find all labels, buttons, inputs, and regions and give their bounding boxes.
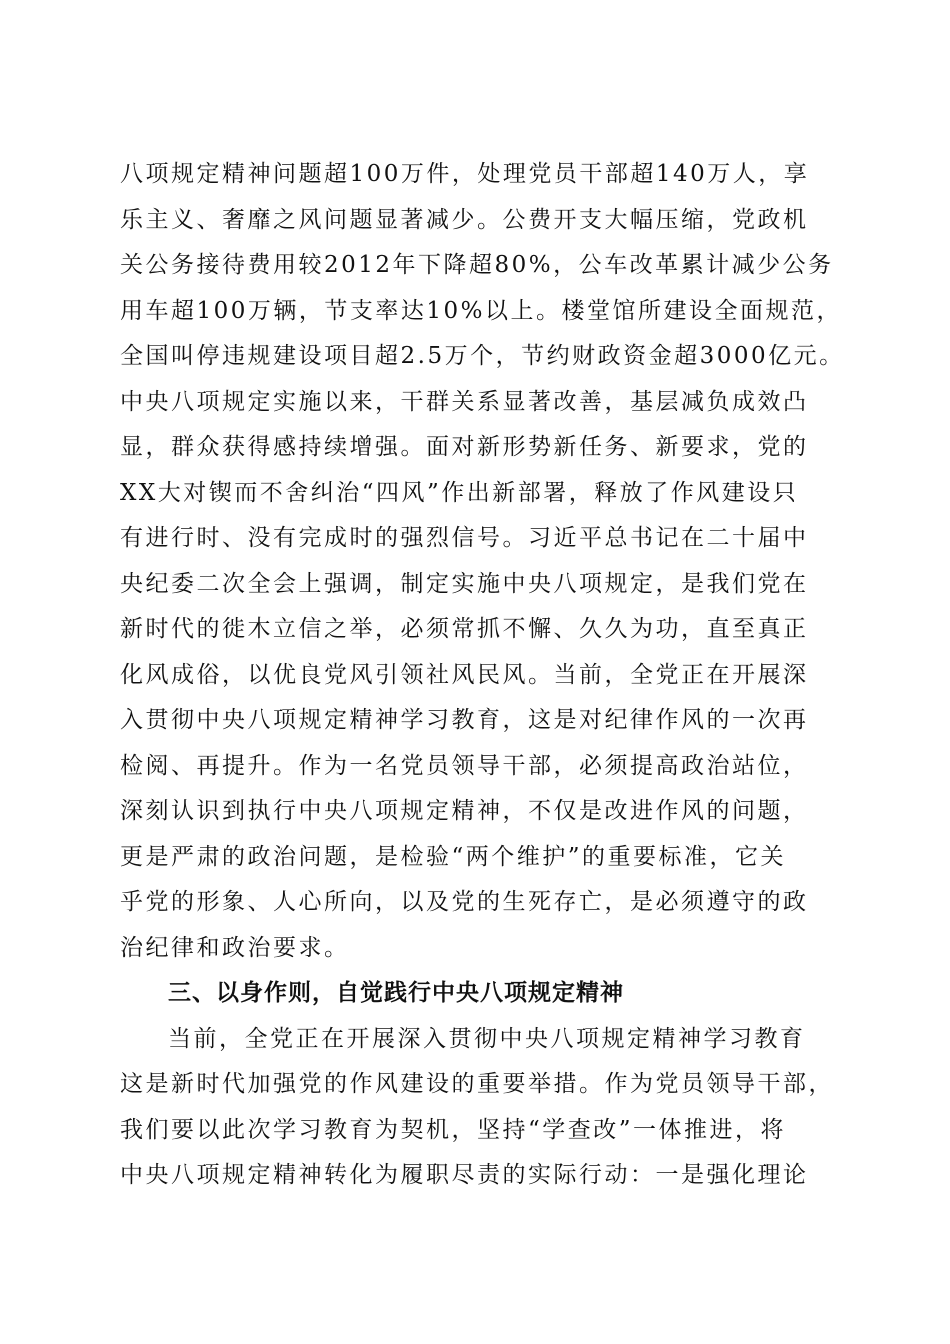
paragraph-line: 中央八项规定实施以来，干群关系显著改善，基层减负成效凸 — [120, 388, 809, 415]
paragraph-line: 乎党的形象、人心所向，以及党的生死存亡，是必须遵守的政 — [120, 889, 809, 915]
paragraph-line: 深刻认识到执行中央八项规定精神，不仅是改进作风的问题， — [120, 798, 809, 824]
paragraph-line: 全国叫停违规建设项目超2.5万个，节约财政资金超3000亿元。 — [120, 343, 845, 369]
paragraph-line: 治纪律和政治要求。 — [120, 934, 350, 961]
paragraph-line: 用车超100万辆，节支率达10%以上。楼堂馆所建设全面规范， — [120, 297, 843, 324]
paragraph-line: 检阅、再提升。作为一名党员领导干部，必须提高政治站位， — [120, 752, 809, 779]
section-heading: 三、以身作则，自觉践行中央八项规定精神 — [168, 980, 624, 1006]
paragraph-line: 八项规定精神问题超100万件，处理党员干部超140万人，享 — [120, 161, 810, 187]
paragraph-line: 新时代的徙木立信之举，必须常抓不懈、久久为功，直至真正 — [120, 616, 809, 642]
paragraph-line: 关公务接待费用较2012年下降超80%，公车改革累计减少公务 — [120, 252, 834, 278]
paragraph-line: 这是新时代加强党的作风建设的重要举措。作为党员领导干部， — [120, 1071, 834, 1097]
paragraph-line: 乐主义、奢靡之风问题显著减少。公费开支大幅压缩，党政机 — [120, 206, 809, 233]
paragraph-line: 当前，全党正在开展深入贯彻中央八项规定精神学习教育 — [168, 1025, 806, 1052]
paragraph-line: 中央八项规定精神转化为履职尽责的实际行动：一是强化理论 — [120, 1162, 809, 1188]
paragraph-line: 央纪委二次全会上强调，制定实施中央八项规定，是我们党在 — [120, 570, 809, 597]
paragraph-line: 显，群众获得感持续增强。面对新形势新任务、新要求，党的 — [120, 434, 809, 460]
document-body — [120, 152, 845, 1199]
paragraph-line: XX大对锲而不舍纠治“四风”作出新部署，释放了作风建设只 — [120, 479, 799, 506]
paragraph-line: 更是严肃的政治问题，是检验“两个维护”的重要标准，它关 — [120, 843, 787, 870]
paragraph-line: 入贯彻中央八项规定精神学习教育，这是对纪律作风的一次再 — [120, 707, 809, 733]
paragraph-line: 化风成俗，以优良党风引领社风民风。当前，全党正在开展深 — [120, 661, 809, 688]
paragraph-line: 我们要以此次学习教育为契机，坚持“学查改”一体推进，将 — [120, 1116, 787, 1143]
paragraph-line: 有进行时、没有完成时的强烈信号。习近平总书记在二十届中 — [120, 525, 809, 551]
